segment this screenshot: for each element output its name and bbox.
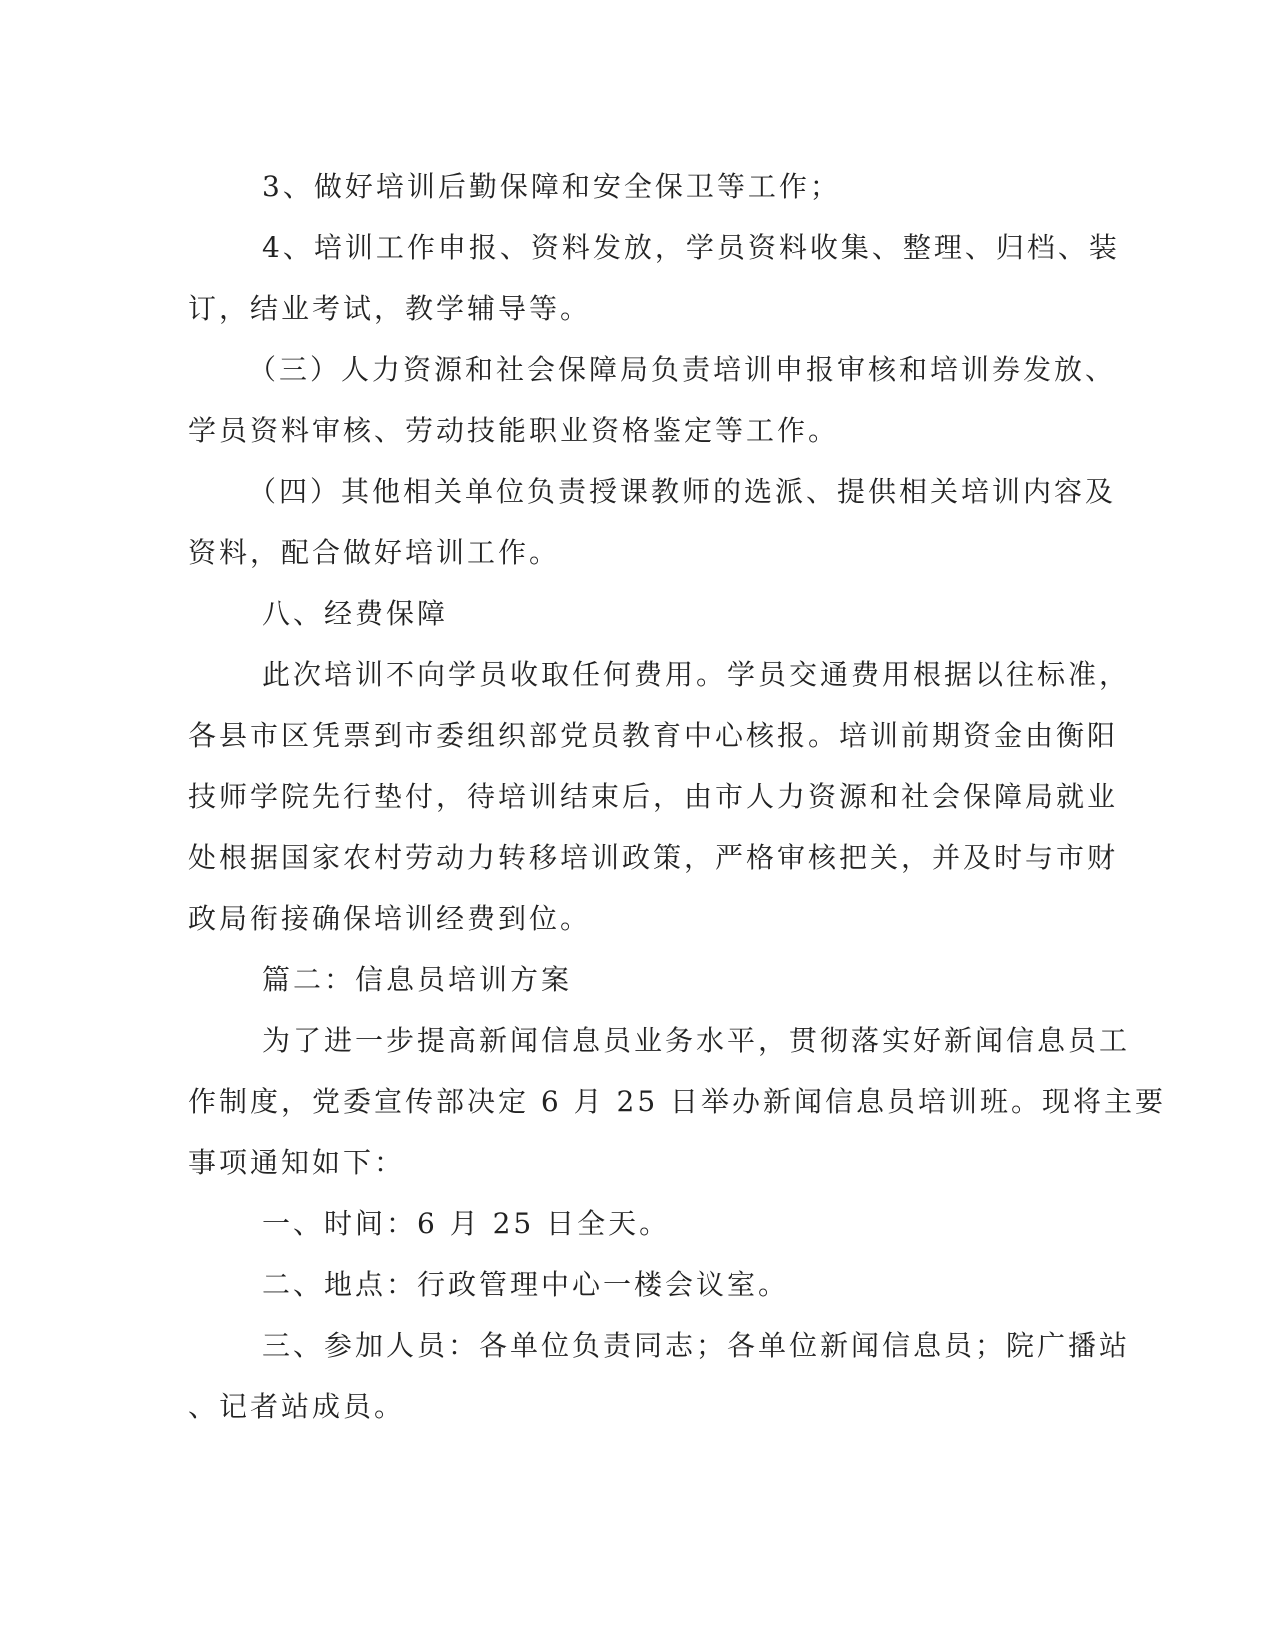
text-line: 八、经费保障 xyxy=(262,597,449,630)
paragraph-other-units xyxy=(188,461,1117,583)
paragraph-hr-bureau xyxy=(188,339,1117,461)
text-line: 3、做好培训后勤保障和安全保卫等工作； xyxy=(262,170,841,203)
document-body xyxy=(188,156,1167,1437)
text-line: 处根据国家农村劳动力转移培训政策，严格审核把关，并及时与市财 xyxy=(188,841,1119,874)
text-line: 各县市区凭票到市委组织部党员教育中心核报。培训前期资金由衡阳 xyxy=(188,719,1119,752)
text-line: 三、参加人员：各单位负责同志；各单位新闻信息员；院广播站 xyxy=(262,1329,1131,1362)
section-heading-part-two xyxy=(188,949,1068,1010)
text-line: 为了进一步提高新闻信息员业务水平，贯彻落实好新闻信息员工 xyxy=(262,1024,1131,1057)
text-line: 资料，配合做好培训工作。 xyxy=(188,536,561,569)
text-line: 事项通知如下： xyxy=(188,1146,406,1179)
text-line: （四）其他相关单位负责授课教师的选派、提供相关培训内容及 xyxy=(248,475,1117,508)
text-line: 二、地点：行政管理中心一楼会议室。 xyxy=(262,1268,790,1301)
paragraph-logistics xyxy=(188,156,1068,217)
text-line: 、记者站成员。 xyxy=(188,1390,406,1423)
section-heading-funding xyxy=(188,583,1068,644)
text-line: 此次培训不向学员收取任何费用。学员交通费用根据以往标准， xyxy=(262,658,1131,691)
text-line: 篇二：信息员培训方案 xyxy=(262,963,573,996)
text-line: 一、时间：6 月 25 日全天。 xyxy=(262,1207,671,1240)
text-line: 作制度，党委宣传部决定 6 月 25 日举办新闻信息员培训班。现将主要 xyxy=(188,1085,1167,1118)
text-line: 政局衔接确保培训经费到位。 xyxy=(188,902,592,935)
paragraph-funding xyxy=(188,644,1131,949)
paragraph-location xyxy=(188,1254,1068,1315)
paragraph-application xyxy=(188,217,1120,339)
text-line: 技师学院先行垫付，待培训结束后，由市人力资源和社会保障局就业 xyxy=(188,780,1119,813)
paragraph-participants xyxy=(188,1315,1131,1437)
paragraph-time xyxy=(188,1193,1068,1254)
text-line: 订，结业考试，教学辅导等。 xyxy=(188,292,592,325)
text-line: 学员资料审核、劳动技能职业资格鉴定等工作。 xyxy=(188,414,840,447)
text-line: （三）人力资源和社会保障局负责培训申报审核和培训券发放、 xyxy=(248,353,1117,386)
paragraph-intro xyxy=(188,1010,1167,1193)
text-line: 4、培训工作申报、资料发放，学员资料收集、整理、归档、装 xyxy=(262,231,1120,264)
